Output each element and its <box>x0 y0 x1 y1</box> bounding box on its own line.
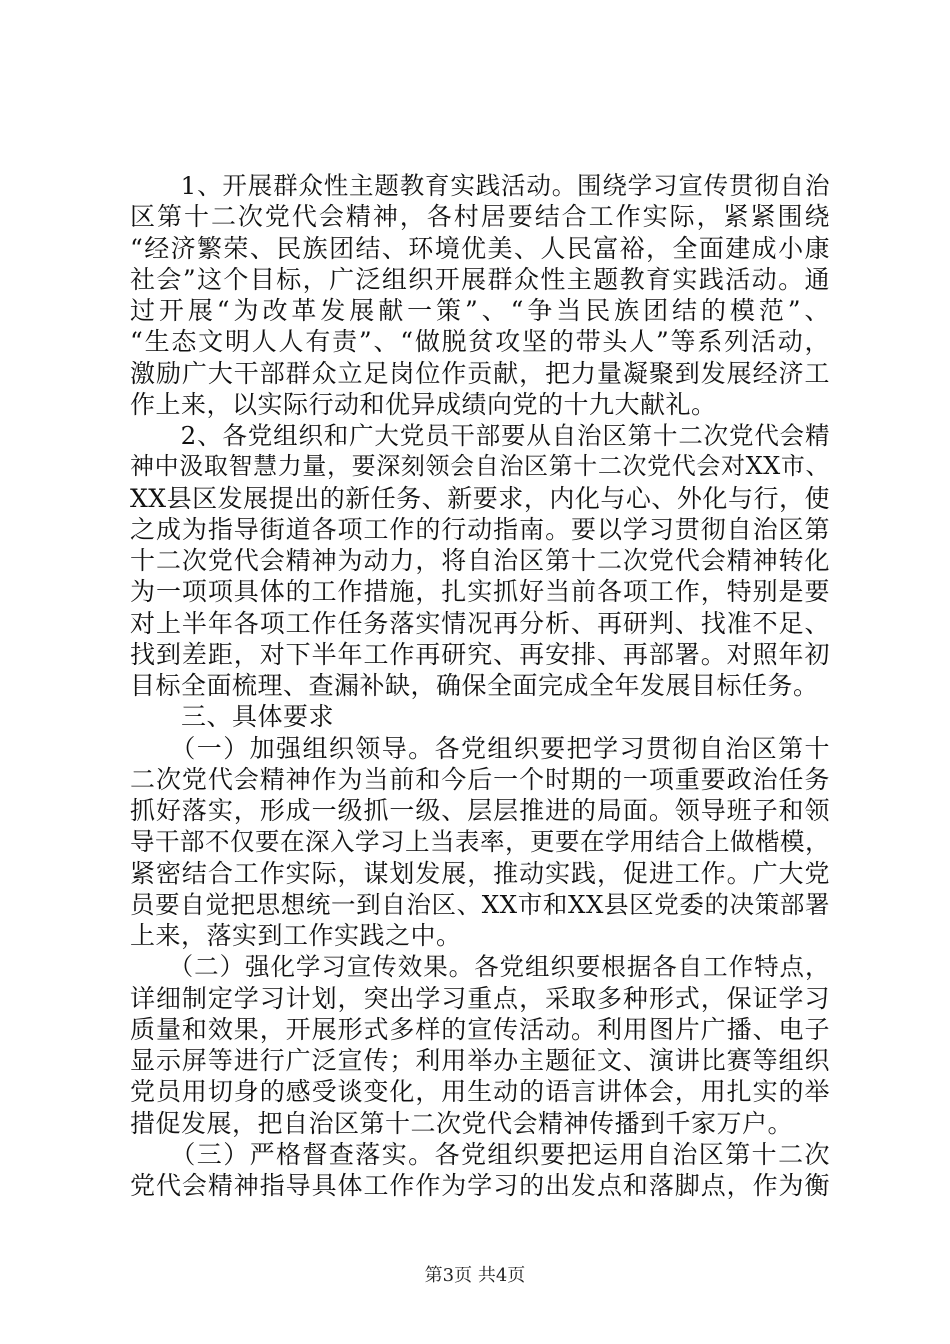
text-line: 员要自觉把思想统一到自治区、XX市和XX县区党委的决策部署 <box>130 889 830 919</box>
text-line: 显示屏等进行广泛宣传；利用举办主题征文、演讲比赛等组织 <box>130 1046 830 1075</box>
text-line: （三）严格督查落实。各党组织要把运用自治区第十二次 <box>130 1139 830 1169</box>
page-number-footer: 第3页 共4页 <box>424 1265 526 1286</box>
text-line: XX县区发展提出的新任务、新要求，内化与心、外化与行，使 <box>130 483 830 513</box>
text-line: 找到差距，对下半年工作再研究、再安排、再部署。对照年初 <box>130 639 830 669</box>
text-line: 导干部不仅要在深入学习上当表率，更要在学用结合上做楷模， <box>130 827 830 857</box>
text-line: 社会”这个目标，广泛组织开展群众性主题教育实践活动。通 <box>130 264 830 294</box>
text-line: 之成为指导街道各项工作的行动指南。要以学习贯彻自治区第 <box>130 514 830 544</box>
text-line: 党代会精神指导具体工作作为学习的出发点和落脚点，作为衡 <box>130 1171 830 1200</box>
text-line: 上来，落实到工作实践之中。 <box>130 921 462 950</box>
text-line: 神中汲取智慧力量，要深刻领会自治区第十二次党代会对XX市、 <box>130 452 830 481</box>
text-line: 党员用切身的感受谈变化，用生动的语言讲体会，用扎实的举 <box>130 1077 830 1107</box>
text-line: “生态文明人人有责”、“做脱贫攻坚的带头人”等系列活动， <box>130 327 830 357</box>
text-line: 紧密结合工作实际，谋划发展，推动实践，促进工作。广大党 <box>130 858 830 888</box>
section-heading: 三、具体要求 <box>130 702 335 732</box>
text-line: 作上来，以实际行动和优异成绩向党的十九大献礼。 <box>130 389 717 419</box>
text-line: （一）加强组织领导。各党组织要把学习贯彻自治区第十 <box>130 733 830 763</box>
text-line: 过开展“为改革发展献一策”、“争当民族团结的模范”、 <box>130 296 830 325</box>
text-line: 2、各党组织和广大党员干部要从自治区第十二次党代会精 <box>130 421 830 450</box>
text-line: 质量和效果，开展形式多样的宣传活动。利用图片广播、电子 <box>130 1014 830 1044</box>
text-line: 为一项项具体的工作措施，扎实抓好当前各项工作，特别是要 <box>130 577 830 607</box>
text-line: 二次党代会精神作为当前和今后一个时期的一项重要政治任务 <box>130 764 830 794</box>
text-line: “经济繁荣、民族团结、环境优美、人民富裕，全面建成小康 <box>130 233 830 263</box>
text-line: 1、开展群众性主题教育实践活动。围绕学习宣传贯彻自治 <box>130 171 830 200</box>
text-line: （二）强化学习宣传效果。各党组织要根据各自工作特点， <box>130 952 830 982</box>
text-line: 措促发展，把自治区第十二次党代会精神传播到千家万户。 <box>130 1108 794 1138</box>
text-line: 详细制定学习计划，突出学习重点，采取多种形式，保证学习 <box>130 983 830 1013</box>
text-line: 区第十二次党代会精神，各村居要结合工作实际，紧紧围绕 <box>130 202 830 232</box>
text-line: 抓好落实，形成一级抓一级、层层推进的局面。领导班子和领 <box>130 796 830 825</box>
text-line: 十二次党代会精神为动力，将自治区第十二次党代会精神转化 <box>130 546 830 575</box>
body-text <box>130 170 830 1201</box>
text-line: 激励广大干部群众立足岗位作贡献，把力量凝聚到发展经济工 <box>130 358 830 388</box>
text-line: 目标全面梳理、查漏补缺，确保全面完成全年发展目标任务。 <box>130 671 819 700</box>
text-line: 对上半年各项工作任务落实情况再分析、再研判、找准不足、 <box>130 608 830 638</box>
